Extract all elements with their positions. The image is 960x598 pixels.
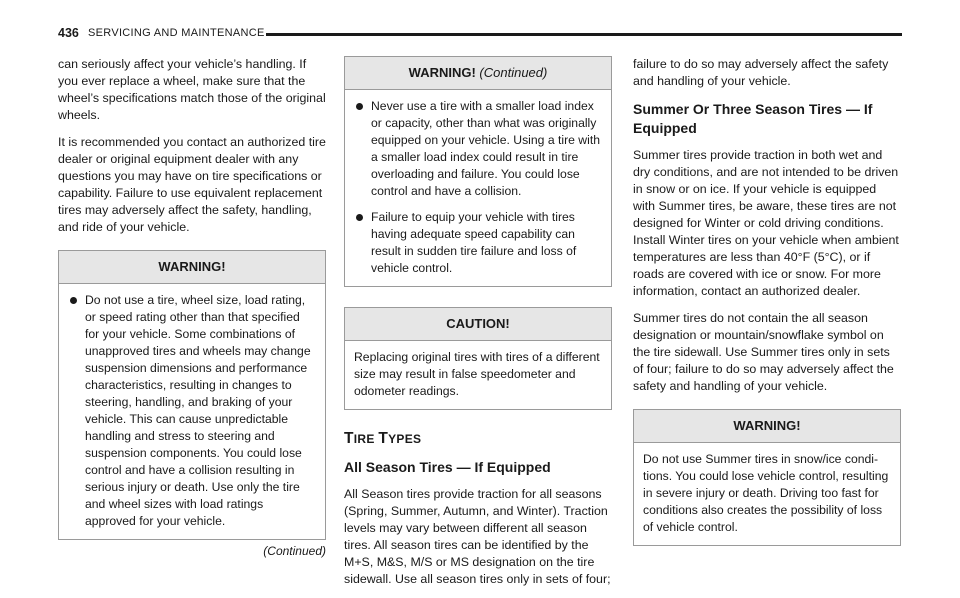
section-title: SERVICING AND MAINTENANCE bbox=[88, 27, 265, 39]
caution-box bbox=[344, 307, 612, 410]
warning-box bbox=[633, 409, 901, 546]
paragraph: All Season tires provide traction for all seasons (Spring, Summer, Autumn, and Winter). Traction levels may vary between different all season tires. All season tires can be identified by the M+S, M&S, M/S or MS designation on the tire sidewall. Use all season tires only in sets of four; bbox=[344, 487, 611, 586]
column-middle bbox=[344, 56, 612, 598]
continued-label: (Continued) bbox=[475, 65, 548, 80]
warning-list bbox=[68, 292, 316, 530]
section-heading: TIRE TYPES bbox=[344, 430, 422, 447]
subsection-heading: All Season Tires — If Equipped bbox=[344, 459, 551, 475]
list-item bbox=[68, 292, 316, 530]
page-header bbox=[58, 26, 902, 46]
list-item-text: Never use a tire with a smaller load index or capacity, other than what was originally equipped on your vehicle. Using a tire with a smaller load index could result in tire overloading and failure. You could lose control and have a collision. bbox=[371, 99, 600, 198]
paragraph: failure to do so may adversely affect the safety and handling of your vehicle. bbox=[633, 57, 889, 88]
bullet-icon bbox=[356, 214, 363, 221]
list-item bbox=[354, 209, 602, 277]
paragraph: can seriously affect your vehicle’s handling. If you ever replace a wheel, make sure that the wheel’s specifications match those of the original wheels. bbox=[58, 57, 326, 122]
warning-list bbox=[354, 98, 602, 277]
continued-label: (Continued) bbox=[263, 544, 326, 558]
caution-title: CAUTION! bbox=[345, 308, 611, 341]
warning-title: WARNING! bbox=[59, 251, 325, 284]
paragraph: It is recommended you contact an authorized tire dealer or original equipment dealer with any questions you may have on tire specifications or capability. Failure to use equivalent replacement tires may adversely affect the safety, handling, and ride of your vehicle. bbox=[58, 135, 326, 234]
header-rule bbox=[266, 33, 902, 36]
warning-title bbox=[345, 57, 611, 90]
warning-title-text: WARNING! bbox=[408, 65, 476, 80]
paragraph: Summer tires provide traction in both wet and dry conditions, and are not intended to be driven in snow or on ice. If your vehicle is equipped with Summer tires, be aware, these tires are not designed for Winter or cold driving conditions. Install Winter tires on your vehicle when ambient temperatures are less than 40°F (5°C), or if roads are covered with ice or snow. For more information, contact an authorized dealer. bbox=[633, 148, 899, 298]
bullet-icon bbox=[356, 103, 363, 110]
warning-box-continued bbox=[344, 56, 612, 287]
subsection-heading: Summer Or Three Season Tires — If Equipped bbox=[633, 101, 873, 136]
list-item-text: Failure to equip your vehicle with tires having adequate speed capability can result in sudden tire failure and loss of vehicle control. bbox=[371, 210, 577, 275]
page-number: 436 bbox=[58, 26, 79, 40]
paragraph: Summer tires do not contain the all season designation or mountain/snowflake symbol on the tire sidewall. Use Summer tires only in sets of four; failure to do so may adversely affect the safety and handling of your vehicle. bbox=[633, 311, 894, 393]
list-item-text: Do not use a tire, wheel size, load rating, or speed rating other than that specified for your vehicle. Some combinations of unapproved tires and wheels may change suspension dimensions and performance characteristics, resulting in changes to steering, handling, and braking of your vehicle. This can cause unpredictable handling and stress to steering and suspension components. You could lose control and have a collision resulting in serious injury or death. Use only the tire and wheel sizes with load ratings approved for your vehicle. bbox=[85, 293, 311, 528]
warning-text: Do not use Summer tires in snow/ice conditions. You could lose vehicle control, resulting in severe injury or death. Driving too fast for conditions also creates the possibility of loss of vehicle control. bbox=[643, 452, 889, 534]
bullet-icon bbox=[70, 297, 77, 304]
column-right bbox=[633, 56, 901, 556]
list-item bbox=[354, 98, 602, 200]
warning-title: WARNING! bbox=[634, 410, 900, 443]
column-left bbox=[58, 56, 326, 558]
warning-box bbox=[58, 250, 326, 540]
caution-text: Replacing original tires with tires of a different size may result in false speedometer and odometer readings. bbox=[354, 350, 600, 398]
